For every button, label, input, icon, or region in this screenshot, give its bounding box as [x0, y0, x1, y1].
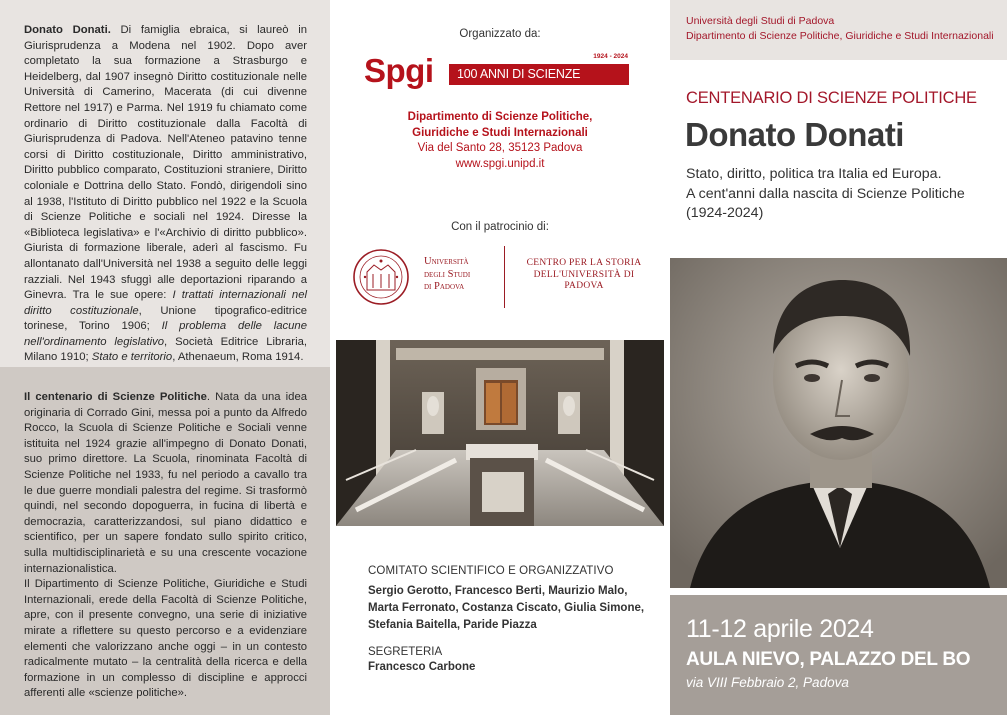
unipd-name [424, 256, 470, 294]
patron-divider [504, 246, 505, 308]
event-title: Donato Donati [685, 116, 904, 153]
organizer-department [330, 110, 670, 172]
committee-block [368, 565, 658, 673]
university-seal-icon [352, 248, 410, 306]
dept-address: Via del Santo 28, 35123 Padova [417, 142, 583, 154]
bio-name: Donato Donati. [24, 24, 111, 36]
dept-website-link[interactable]: www.spgi.unipd.it [455, 157, 545, 170]
centro-line-3: PADOVA [564, 281, 604, 291]
patron-logos [350, 246, 650, 308]
centro-line-1: CENTRO PER LA STORIA [526, 258, 642, 268]
event-subtitle [686, 165, 1001, 224]
left-panel [0, 0, 330, 715]
right-panel [670, 0, 1007, 715]
unipd-name-line-1: Università [424, 256, 469, 267]
spgi-logo-word: Spgi [364, 52, 434, 89]
spgi-logo [364, 50, 634, 102]
middle-panel [330, 0, 670, 715]
unipd-name-line-2: degli Studi [424, 268, 471, 280]
university-name: Università degli Studi di Padova [686, 15, 835, 27]
committee-title: COMITATO SCIENTIFICO E ORGANIZZATIVO [368, 565, 614, 577]
spgi-logo-band: 100 ANNI DI SCIENZE POLITICHE [449, 64, 629, 85]
centenary-description [24, 390, 307, 702]
event-address: via VIII Febbraio 2, Padova [686, 675, 849, 690]
secretariat-title: SEGRETERIA [368, 646, 443, 658]
centenary-paragraph-1 [24, 390, 307, 577]
dept-name-line-1: Dipartimento di Scienze Politiche, [407, 111, 593, 123]
donati-biography [24, 23, 307, 366]
institution-header [670, 0, 1007, 60]
centenary-paragraph-2: Il Dipartimento di Scienze Politiche, Giuridiche e Studi Internazionali, erede della Facoltà di Scienze Politiche, apre, con il presente convegno, una serie di iniziative mirate a riflettere su questo percorso e a evidenziare elementi che valorizzano anche oggi – in un contesto radicalmente mutato – la centralità della ricerca e della formazione in un complesso di discipline e approcci afferenti alle «scienze politiche». [24, 578, 307, 700]
dept-name-line-2: Giuridiche e Studi Internazionali [412, 126, 588, 139]
bio-text-2: , Unione tipografico-editrice torinese, Torino 1906; [24, 304, 307, 333]
bio-text-3: , Società Editrice Libraria, Milano 1910; [24, 335, 308, 364]
bio-work-3: Stato e territorio [91, 351, 173, 364]
centro-line-2: DELL'UNIVERSITÀ DI [533, 269, 635, 280]
palazzo-bo-staircase-photo [336, 340, 664, 526]
spgi-logo-years: 1924 - 2024 [593, 53, 628, 60]
subtitle-line-2: A cent'anni dalla nascita di Scienze Politiche [686, 185, 965, 202]
organized-by-label: Organizzato da: [459, 28, 541, 40]
institution-lines [686, 14, 994, 44]
centenary-heading: Il centenario di Scienze Politiche [24, 391, 207, 403]
bio-work-2: Il problema delle lacune nell'ordinamento legislativo [24, 320, 307, 348]
subtitle-line-1: Stato, diritto, politica tra Italia ed Europa. [686, 166, 942, 182]
centenary-title: CENTENARIO DI SCIENZE POLITICHE [686, 89, 977, 107]
event-venue: AULA NIEVO, PALAZZO DEL BO [686, 649, 971, 670]
committee-names: Sergio Gerotto, Francesco Berti, Maurizio Malo, Marta Ferronato, Costanza Ciscato, Giulia Simone, Stefania Baitella, Paride Piazza [368, 585, 645, 631]
bio-work-1: I trattati internazionali nel diritto costituzionale [24, 289, 308, 317]
event-date-venue [670, 595, 1007, 715]
department-name: Dipartimento di Scienze Politiche, Giuridiche e Studi Internazionali [686, 30, 994, 42]
centenary-text-1: . Nata da una idea originaria di Corrado Gini, messa poi a punto da Alfredo Rocco, la Scuola di Scienze Politiche e Sociali venne istituita nel 1924 grazie all'impegno di Donato Donati, suo primo direttore. La Scuola, rinominata Facoltà di Scienze Politiche nel 1933, fu nel periodo a cavallo tra le due guerre mondiali palestra del regime. Si trasformò quindi, nel secondo dopoguerra, in fucina di libertà e democrazia, caratterizzandosi, sul piano didattico e scientifico, per un sapere fondato sullo spirito critico, sulla multidisciplinarietà e su una crescente vocazione internazionalistica. [24, 391, 308, 575]
subtitle-line-3: (1924-2024) [686, 205, 764, 221]
bio-text-4: , Athenaeum, Roma 1914. [172, 351, 304, 364]
donati-portrait-photo [670, 258, 1007, 588]
bio-text-1: Di famiglia ebraica, si laureò in Giurisprudenza a Modena nel 1902. Dopo aver completato la sua formazione a Strasburgo e Heidelberg, dal 1907 insegnò Diritto costituzionale nelle Università di Camerino, Macerata (di cui divenne Rettore nel 1917) e Parma. Nel 1919 fu chiamato come ordinario di Diritto costituzionale dalla Facoltà di Giurisprudenza di Padova. Nell'Ateneo patavino tenne corsi di Diritto costituzionale, Diritto amministrativo, Diritto pubblico comparato, Costituzioni straniere, Diritto coloniale e Dottrina dello Stato. Fondò, dirigendoli sino al 1938, l'Istituto di Diritto pubblico nel 1922 e la Scuola di Scienze Politiche e sociali nel 1924. Diresse la «Biblioteca legislativa» e l'«Archivio di diritto pubblico». Giurista di formazione liberale, aderì al fascismo. Fu allontanato dall'Università nel 1938 a seguito delle leggi razziali. Nel 1943 sfuggì alle deportazioni riparando a Ginevra. Tra le sue opere: [24, 24, 307, 302]
patronage-label: Con il patrocinio di: [451, 221, 549, 233]
secretariat-name: Francesco Carbone [368, 661, 476, 673]
event-date: 11-12 aprile 2024 [686, 615, 874, 643]
history-centre-name [518, 258, 650, 293]
unipd-name-line-3: di Padova [424, 281, 465, 292]
